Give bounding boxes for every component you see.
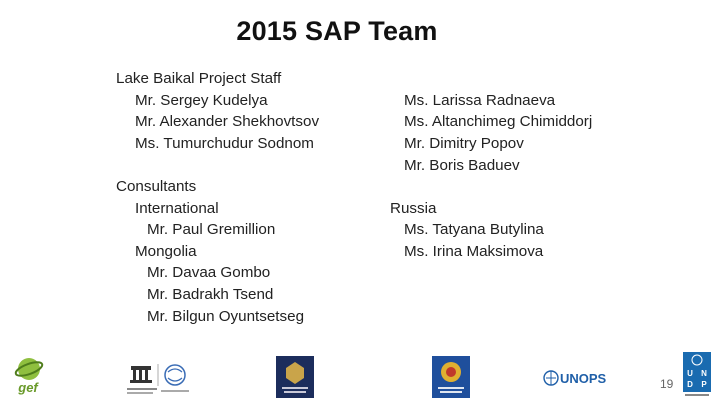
unops-logo-text: UNOPS bbox=[560, 371, 607, 386]
staff-name: Ms. Tumurchudur Sodnom bbox=[135, 135, 314, 152]
russia-heading: Russia bbox=[390, 200, 437, 217]
unesco-logo bbox=[125, 360, 191, 398]
russia-name: Ms. Tatyana Butylina bbox=[404, 221, 544, 238]
slide-title: 2015 SAP Team bbox=[236, 16, 438, 46]
russia-name: Ms. Irina Maksimova bbox=[404, 243, 544, 260]
mongolia-ministry-logo bbox=[432, 356, 470, 398]
international-heading: International bbox=[135, 200, 219, 217]
consultants-heading: Consultants bbox=[116, 178, 197, 195]
gef-logo-text: gef bbox=[18, 380, 38, 395]
undp-letter-p: P bbox=[701, 380, 707, 389]
international-name: Mr. Paul Gremillion bbox=[147, 221, 276, 238]
undp-logo bbox=[683, 352, 711, 398]
staff-name: Ms. Altanchimeg Chimiddorj bbox=[404, 113, 593, 130]
undp-letter-u: U bbox=[687, 369, 693, 378]
staff-heading: Lake Baikal Project Staff bbox=[116, 70, 282, 87]
staff-name: Mr. Alexander Shekhovtsov bbox=[135, 113, 320, 130]
mongolia-name: Mr. Bilgun Oyuntsetseg bbox=[147, 308, 305, 325]
mongolia-name: Mr. Davaa Gombo bbox=[147, 264, 271, 281]
mongolia-name: Mr. Badrakh Tsend bbox=[147, 286, 274, 303]
mongolia-heading: Mongolia bbox=[135, 243, 197, 260]
staff-name: Mr. Dimitry Popov bbox=[404, 135, 524, 152]
page-number: 19 bbox=[660, 377, 674, 391]
russia-ministry-logo bbox=[276, 356, 314, 398]
unops-logo bbox=[543, 369, 611, 387]
undp-letter-d: D bbox=[687, 380, 693, 389]
staff-name: Ms. Larissa Radnaeva bbox=[404, 92, 556, 109]
undp-letter-n: N bbox=[701, 369, 707, 378]
staff-name: Mr. Boris Baduev bbox=[404, 157, 520, 174]
staff-name: Mr. Sergey Kudelya bbox=[135, 92, 268, 109]
gef-logo bbox=[8, 355, 48, 397]
